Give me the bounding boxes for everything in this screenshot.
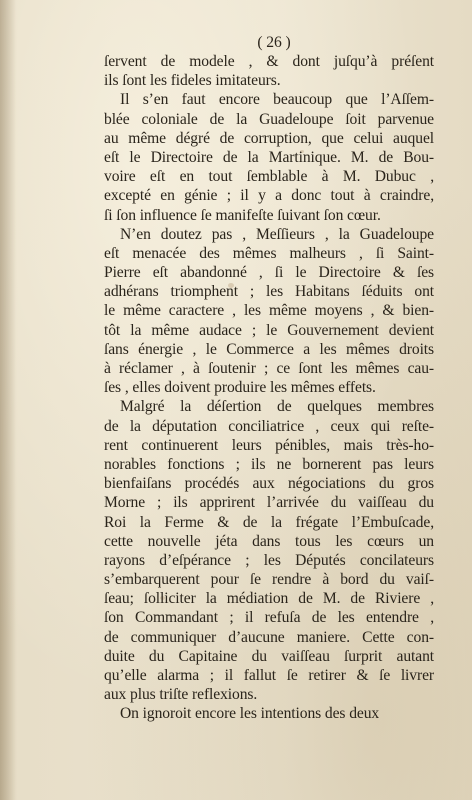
text-line: Il s’en faut encore beaucoup que l’Aſſem- <box>120 91 434 109</box>
text-line: cette nouvelle jéta dans tous les cœurs un <box>104 532 434 550</box>
text-line: aux plus triſte reflexions. <box>104 686 258 704</box>
text-line: ſeau; ſolliciter la médiation de M. de Riviere , <box>104 590 434 608</box>
page-text <box>104 33 434 724</box>
text-line: ſon Commandant ; il refuſa de les entendre , <box>104 609 434 627</box>
paragraph <box>104 397 434 704</box>
text-line: au même dégré de corruption, que celui auquel <box>104 129 434 147</box>
page-number: ( 26 ) <box>257 34 291 51</box>
text-line: On ignoroit encore les intentions des deux <box>120 705 380 723</box>
text-line: bienfaiſans procédés aux négociations du gros <box>104 475 434 493</box>
text-line: ils ſont les fideles imitateurs. <box>104 72 281 90</box>
text-line: Roi la Ferme & de la frégate l’Embuſcade, <box>104 513 434 531</box>
text-line: qu’elle alarma ; il fallut ſe retirer & ſe livrer <box>104 667 434 684</box>
text-line: excepté en génie ; il y a donc tout à craindre, <box>104 187 434 205</box>
text-line: blée coloniale de la Guadeloupe ſoit parvenue <box>104 110 434 128</box>
text-line: voire eſt en tout ſemblable à M. Dubuc , <box>104 168 434 186</box>
text-line: ſes , elles doivent produire les mêmes effets. <box>104 379 376 397</box>
text-line: ſans énergie , le Commerce a les mêmes droits <box>104 340 434 358</box>
body-text <box>104 52 434 724</box>
text-line: à réclamer , à ſoutenir ; ce ſont les mêmes cau- <box>104 360 434 377</box>
text-line: tôt la même audace ; le Gouvernement devient <box>104 321 434 339</box>
text-line: Malgré la déſertion de quelques membres <box>120 398 434 416</box>
text-line: Morne ; ils apprirent l’arrivée du vaiſſeau du <box>104 494 434 512</box>
paragraph <box>104 52 434 90</box>
text-line: rent continuerent leurs pénibles, mais très-ho- <box>104 436 434 454</box>
text-line: le même caractere , les même moyens , & bien- <box>104 302 434 320</box>
paragraph <box>104 225 434 398</box>
text-line: s’embarquerent pour ſe rendre à bord du vaiſ- <box>104 571 434 589</box>
text-line: duite du Capitaine du vaiſſeau ſurprit autant <box>104 647 434 665</box>
text-line: eſt menacée des mêmes malheurs , ſi Saint- <box>104 244 434 262</box>
text-line: norables fonctions ; ils ne bornerent pas leurs <box>104 455 434 473</box>
text-line: de communiquer d’aucune maniere. Cette con- <box>104 628 434 646</box>
paragraph <box>104 90 434 224</box>
text-line: de la députation conciliatrice , ceux qui reſte- <box>104 417 434 435</box>
text-line: adhérans triomphent ; les Habitans ſéduits ont <box>104 283 434 301</box>
text-line: ſi ſon influence ſe manifeſte ſuivant ſon cœur. <box>104 206 381 224</box>
text-line: eſt le Directoire de la Martinique. M. de Bou- <box>104 148 434 166</box>
paragraph <box>104 704 434 723</box>
text-line: Pierre eſt abandonné , ſi le Directoire & ſes <box>104 264 434 282</box>
text-line: ſervent de modele , & dont juſqu’à préſent <box>104 53 434 70</box>
spine-shadow <box>0 0 16 800</box>
text-line: N’en doutez pas , Meſſieurs , la Guadeloupe <box>120 225 434 243</box>
text-line: rayons d’eſpérance ; les Députés concilateurs <box>104 551 434 569</box>
